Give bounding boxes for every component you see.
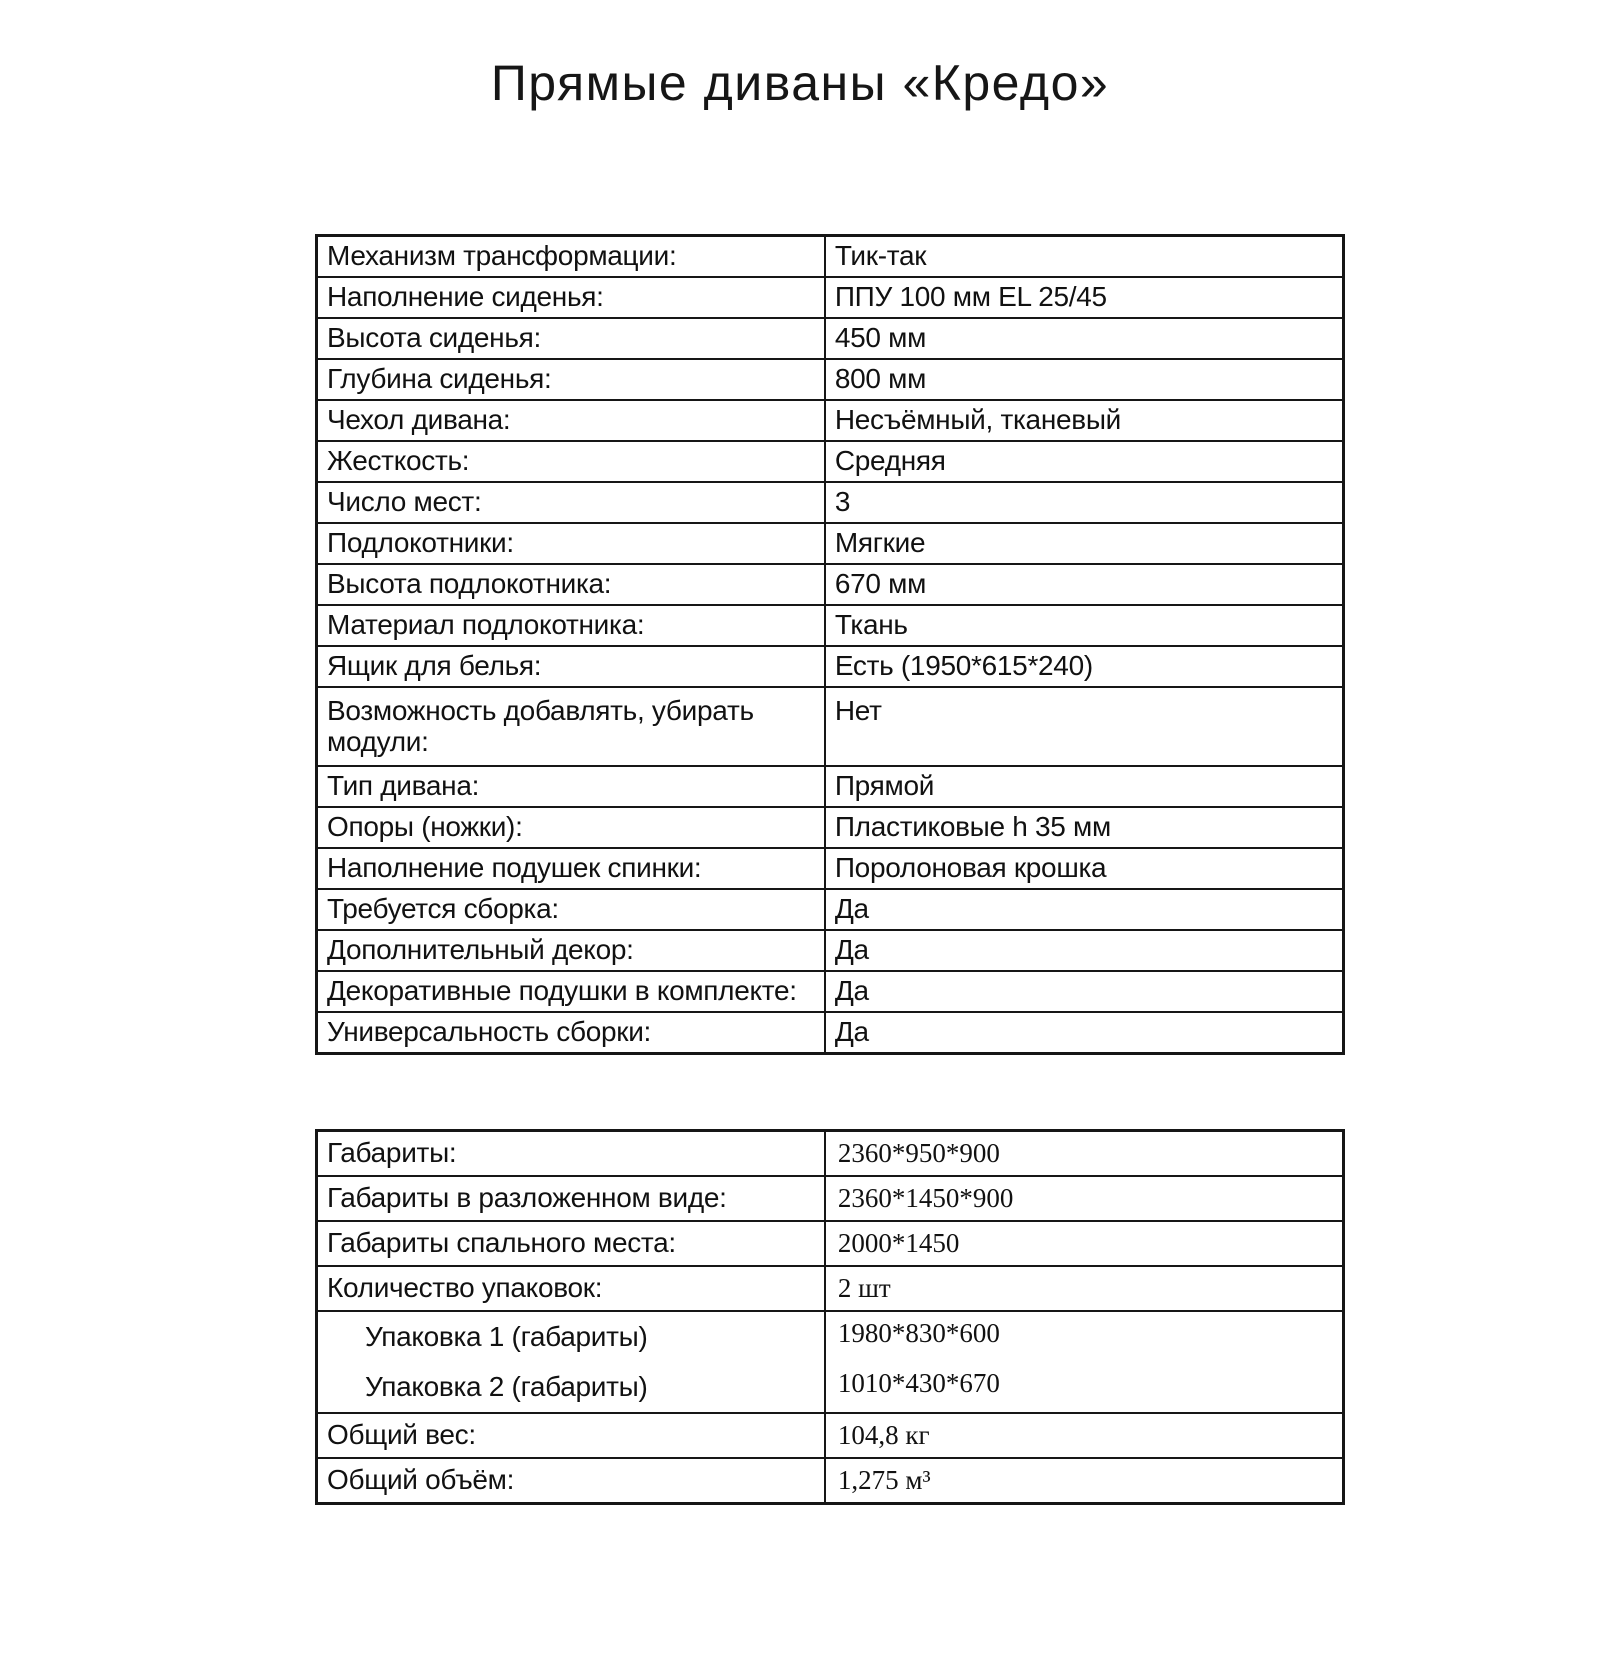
row-label: Возможность добавлять, убирать модули: [317, 687, 825, 766]
row-label: Наполнение сиденья: [317, 277, 825, 318]
row-value: Тик-так [825, 236, 1344, 278]
page-title: Прямые диваны «Кредо» [490, 55, 1110, 111]
table-row [317, 807, 1344, 848]
row-label: Высота сиденья: [317, 318, 825, 359]
row-value: 2360*950*900 [825, 1131, 1344, 1177]
row-value: 1010*430*670 [825, 1362, 1344, 1413]
table-row [317, 1311, 1344, 1362]
row-label: Материал подлокотника: [317, 605, 825, 646]
table-row [317, 766, 1344, 807]
row-value: Да [825, 930, 1344, 971]
row-label: Механизм трансформации: [317, 236, 825, 278]
table-row [317, 441, 1344, 482]
row-value: Нет [825, 687, 1344, 766]
row-value: Есть (1950*615*240) [825, 646, 1344, 687]
row-label: Общий объём: [317, 1458, 825, 1504]
row-label: Число мест: [317, 482, 825, 523]
table-row [317, 971, 1344, 1012]
table-row [317, 1266, 1344, 1311]
row-label: Тип дивана: [317, 766, 825, 807]
row-value: ППУ 100 мм EL 25/45 [825, 277, 1344, 318]
table-row [317, 236, 1344, 278]
row-label: Ящик для белья: [317, 646, 825, 687]
table-row [317, 1362, 1344, 1413]
row-value: Мягкие [825, 523, 1344, 564]
row-value: Поролоновая крошка [825, 848, 1344, 889]
row-value: Да [825, 889, 1344, 930]
row-label: Декоративные подушки в комплекте: [317, 971, 825, 1012]
row-value: Да [825, 971, 1344, 1012]
row-label: Универсальность сборки: [317, 1012, 825, 1054]
row-label: Упаковка 2 (габариты) [317, 1362, 825, 1413]
row-label: Габариты в разложенном виде: [317, 1176, 825, 1221]
row-label: Жесткость: [317, 441, 825, 482]
row-label: Количество упаковок: [317, 1266, 825, 1311]
table-row [317, 646, 1344, 687]
row-value: 670 мм [825, 564, 1344, 605]
table-row [317, 359, 1344, 400]
row-value: 2 шт [825, 1266, 1344, 1311]
table-row [317, 889, 1344, 930]
table-row [317, 277, 1344, 318]
table-row [317, 687, 1344, 766]
row-label: Опоры (ножки): [317, 807, 825, 848]
table-row [317, 1458, 1344, 1504]
document-content [315, 234, 1345, 1505]
row-value: Пластиковые h 35 мм [825, 807, 1344, 848]
table-row [317, 523, 1344, 564]
row-value: Ткань [825, 605, 1344, 646]
table-row [317, 1176, 1344, 1221]
dimensions-table [315, 1129, 1345, 1505]
row-label: Требуется сборка: [317, 889, 825, 930]
row-value: 2360*1450*900 [825, 1176, 1344, 1221]
table-row [317, 848, 1344, 889]
table-row [317, 605, 1344, 646]
row-label: Упаковка 1 (габариты) [317, 1311, 825, 1362]
row-label: Габариты: [317, 1131, 825, 1177]
table-row [317, 1131, 1344, 1177]
row-value: Несъёмный, тканевый [825, 400, 1344, 441]
spec-table [315, 234, 1345, 1055]
table-row [317, 400, 1344, 441]
row-value: 2000*1450 [825, 1221, 1344, 1266]
row-label: Подлокотники: [317, 523, 825, 564]
table-row [317, 482, 1344, 523]
row-value: 1980*830*600 [825, 1311, 1344, 1362]
row-value: 104,8 кг [825, 1413, 1344, 1458]
row-label: Габариты спального места: [317, 1221, 825, 1266]
table-row [317, 318, 1344, 359]
row-value: Средняя [825, 441, 1344, 482]
row-value: Да [825, 1012, 1344, 1054]
row-label: Глубина сиденья: [317, 359, 825, 400]
table-row [317, 1221, 1344, 1266]
row-value: 3 [825, 482, 1344, 523]
table-row [317, 1012, 1344, 1054]
row-label: Наполнение подушек спинки: [317, 848, 825, 889]
row-value: 800 мм [825, 359, 1344, 400]
row-value: 1,275 м³ [825, 1458, 1344, 1504]
row-label: Чехол дивана: [317, 400, 825, 441]
row-label: Дополнительный декор: [317, 930, 825, 971]
row-value: Прямой [825, 766, 1344, 807]
table-row [317, 930, 1344, 971]
row-label: Общий вес: [317, 1413, 825, 1458]
row-value: 450 мм [825, 318, 1344, 359]
table-row [317, 564, 1344, 605]
row-label: Высота подлокотника: [317, 564, 825, 605]
table-row [317, 1413, 1344, 1458]
